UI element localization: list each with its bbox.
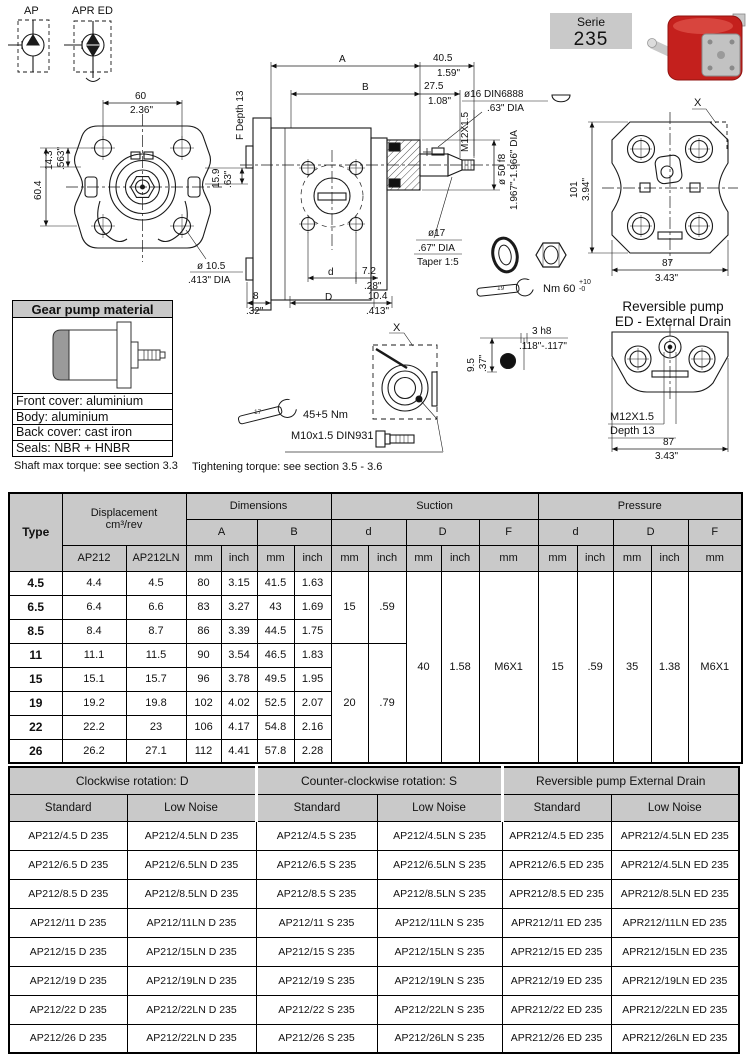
col-header-dimensions: Dimensions <box>186 493 331 519</box>
table-row <box>9 908 739 937</box>
part-number-cell: APR212/15LN ED 235 <box>611 937 739 966</box>
table-row <box>9 995 739 1024</box>
back-view-caption: Reversible pump <box>622 299 724 314</box>
dim-cell: 2.07 <box>294 691 331 715</box>
group-header-reversible: Reversible pump External Drain <box>502 767 739 794</box>
tightening-note: Tightening torque: see section 3.5 - 3.6 <box>192 461 383 473</box>
dim-label: 40.5 <box>433 53 453 64</box>
dim-label: M12X1.5 <box>460 111 471 152</box>
dim-cell: 86 <box>186 619 221 643</box>
dim-label: B <box>362 82 369 93</box>
dim-cell: 1.63 <box>294 571 331 595</box>
part-number-cell: AP212/15LN S 235 <box>377 937 502 966</box>
unit-header: mm <box>688 545 742 571</box>
col-header-d: d <box>538 519 613 545</box>
dim-cell: .59 <box>577 571 613 763</box>
dim-label: .37" <box>478 354 489 372</box>
table-row <box>9 850 739 879</box>
dim-cell: 2.28 <box>294 739 331 763</box>
part-number-cell: AP212/26LN S 235 <box>377 1024 502 1053</box>
dim-cell: 46.5 <box>257 643 294 667</box>
dim-label: 3.43" <box>655 273 679 284</box>
tol-plus: +10 <box>579 279 591 286</box>
part-number-cell: AP212/19 D 235 <box>9 966 127 995</box>
type-cell: 11 <box>9 643 62 667</box>
col-header-f: F <box>479 519 538 545</box>
table-header-row <box>9 767 739 794</box>
material-row: Back cover: cast iron <box>13 425 172 441</box>
pump-side-icon <box>13 318 172 394</box>
sub-header-standard: Standard <box>256 794 377 821</box>
dim-cell: 4.41 <box>221 739 257 763</box>
part-number-cell: AP212/4.5LN D 235 <box>127 821 256 850</box>
dim-label: Depth 13 <box>610 425 655 437</box>
type-cell: 26 <box>9 739 62 763</box>
col-header-D: D <box>613 519 688 545</box>
back-view-drawing <box>588 109 738 276</box>
dim-label: .413" <box>366 306 390 317</box>
dim-cell: 1.69 <box>294 595 331 619</box>
red-pump-image <box>648 14 746 80</box>
dim-label: 3 h8 <box>532 326 552 337</box>
part-number-cell: AP212/15 D 235 <box>9 937 127 966</box>
dim-label: .63" <box>223 170 234 188</box>
table-header-row <box>9 794 739 821</box>
part-number-cell: AP212/22LN S 235 <box>377 995 502 1024</box>
dim-cell: 1.95 <box>294 667 331 691</box>
dim-label: 15.9 <box>211 168 222 188</box>
dim-label: ø 50 f8 <box>497 153 508 185</box>
dim-label: ø17 <box>428 228 446 239</box>
part-number-cell: AP212/8.5 D 235 <box>9 879 127 908</box>
dim-cell: 43 <box>257 595 294 619</box>
dim-cell: 4.4 <box>62 571 126 595</box>
type-cell: 4.5 <box>9 571 62 595</box>
part-number-cell: APR212/6.5 ED 235 <box>502 850 611 879</box>
symbol-ap-label: AP <box>24 5 39 17</box>
dim-cell: 57.8 <box>257 739 294 763</box>
dim-label: 3.43" <box>655 451 679 462</box>
table-header-row <box>9 493 742 519</box>
dim-cell: 3.78 <box>221 667 257 691</box>
dim-label: 1.08" <box>428 96 452 107</box>
dim-cell: 83 <box>186 595 221 619</box>
dim-cell: 19.2 <box>62 691 126 715</box>
dim-cell: 90 <box>186 643 221 667</box>
part-number-cell: APR212/4.5LN ED 235 <box>611 850 739 879</box>
part-number-cell: AP212/22LN D 235 <box>127 1024 256 1053</box>
dim-label: .63" DIA <box>487 103 524 114</box>
part-number-cell: AP212/4.5 S 235 <box>256 821 377 850</box>
x-detail-label: X <box>393 322 401 334</box>
hydraulic-symbols <box>8 20 111 82</box>
dim-cell: 4.5 <box>126 571 186 595</box>
dimensions-table <box>8 492 743 764</box>
material-row: Seals: NBR + HNBR <box>16 440 131 455</box>
type-cell: 19 <box>9 691 62 715</box>
group-header-clockwise: Clockwise rotation: D <box>9 767 256 794</box>
dim-label: 87 <box>663 437 675 448</box>
part-number-cell: AP212/19 S 235 <box>256 966 377 995</box>
col-header-type: Type <box>9 493 62 571</box>
dim-cell: 41.5 <box>257 571 294 595</box>
dim-label: A <box>339 54 346 65</box>
dim-cell: 11.1 <box>62 643 126 667</box>
part-number-cell: APR212/19LN ED 235 <box>611 966 739 995</box>
dim-cell: 4.02 <box>221 691 257 715</box>
material-row: Body: aluminium <box>13 410 172 426</box>
dim-label: 3.94" <box>581 177 592 201</box>
dim-cell: 20 <box>331 643 368 763</box>
dim-cell: 52.5 <box>257 691 294 715</box>
part-number-cell: AP212/6.5 S 235 <box>256 850 377 879</box>
wrench-size-label: 17 <box>254 409 262 416</box>
torque-label: 45+5 Nm <box>303 409 348 421</box>
dim-label: 87 <box>662 258 674 269</box>
type-cell: 8.5 <box>9 619 62 643</box>
dim-cell: 27.1 <box>126 739 186 763</box>
dim-label: Taper 1:5 <box>417 257 459 268</box>
dim-cell: 15 <box>331 571 368 643</box>
serie-number: 235 <box>573 29 609 50</box>
dim-label: .32" <box>246 306 264 317</box>
dim-label: d <box>328 267 334 278</box>
technical-drawings <box>0 0 751 492</box>
wrench-19-icon <box>476 277 539 300</box>
col-header-b: B <box>257 519 331 545</box>
dim-cell: M6X1 <box>688 571 742 763</box>
dim-label: 1.59" <box>437 68 461 79</box>
dim-label: .563" <box>56 146 67 170</box>
dim-cell: 4.17 <box>221 715 257 739</box>
dim-cell: 1.75 <box>294 619 331 643</box>
displacement-line1: Displacement <box>90 507 158 520</box>
dim-cell: 3.39 <box>221 619 257 643</box>
dim-cell: 11.5 <box>126 643 186 667</box>
shaft-torque-note: Shaft max torque: see section 3.3 <box>14 460 178 472</box>
unit-header: mm <box>613 545 651 571</box>
part-number-cell: AP212/22 D 235 <box>9 995 127 1024</box>
wrench-size-label: 19 <box>497 285 505 292</box>
unit-header: mm <box>406 545 441 571</box>
dim-label: 10.4 <box>368 291 388 302</box>
sub-header-low-noise: Low Noise <box>377 794 502 821</box>
dim-cell: 23 <box>126 715 186 739</box>
sub-header-low-noise: Low Noise <box>611 794 739 821</box>
part-number-cell: AP212/6.5LN D 235 <box>127 850 256 879</box>
part-number-cell: AP212/11 S 235 <box>256 908 377 937</box>
x-callout-label: X <box>694 97 702 109</box>
col-header-suction: Suction <box>331 493 538 519</box>
dim-label: ø 10.5 <box>197 261 226 272</box>
dim-label: 9.5 <box>466 358 477 372</box>
unit-header: mm <box>538 545 577 571</box>
type-cell: 22 <box>9 715 62 739</box>
table-row <box>9 821 739 850</box>
part-number-cell: APR212/19 ED 235 <box>502 966 611 995</box>
type-cell: 6.5 <box>9 595 62 619</box>
dim-label: F Depth 13 <box>235 90 246 140</box>
part-number-cell: APR212/8.5 ED 235 <box>502 879 611 908</box>
dim-cell: 8.7 <box>126 619 186 643</box>
dim-label: 60.4 <box>33 180 44 200</box>
dim-cell: 80 <box>186 571 221 595</box>
part-number-cell: AP212/4.5 D 235 <box>9 821 127 850</box>
serie-label: Serie <box>576 15 605 29</box>
dim-label: .118"-.117" <box>519 341 567 352</box>
dim-cell: 26.2 <box>62 739 126 763</box>
dim-label: D <box>325 292 333 303</box>
torque-label: Nm 60 <box>543 283 576 295</box>
dim-cell: 1.58 <box>441 571 479 763</box>
back-view-caption: ED - External Drain <box>614 314 732 329</box>
dim-label: .413" DIA <box>188 275 231 286</box>
unit-header: mm <box>186 545 221 571</box>
dim-label: 2.36" <box>130 105 154 116</box>
col-header-pressure: Pressure <box>538 493 742 519</box>
tol-minus: -0 <box>579 286 586 293</box>
part-number-cell: APR212/15 ED 235 <box>502 937 611 966</box>
sub-header-standard: Standard <box>502 794 611 821</box>
wrench-17-icon <box>237 396 304 429</box>
col-header-f: F <box>688 519 742 545</box>
dim-cell: 6.4 <box>62 595 126 619</box>
col-header-d: d <box>331 519 406 545</box>
dim-label: 1.967"-1.966" DIA <box>509 130 520 210</box>
part-number-cell: AP212/6.5 D 235 <box>9 850 127 879</box>
displacement-line2: cm³/rev <box>105 519 143 532</box>
table-row <box>9 937 739 966</box>
part-number-cell: AP212/8.5LN S 235 <box>377 879 502 908</box>
col-header-D: D <box>406 519 479 545</box>
table-row <box>9 879 739 908</box>
unit-header: mm <box>331 545 368 571</box>
dim-cell: 112 <box>186 739 221 763</box>
dim-cell: 15.1 <box>62 667 126 691</box>
part-number-cell: AP212/26 D 235 <box>9 1024 127 1053</box>
dim-cell: 2.16 <box>294 715 331 739</box>
material-box-title: Gear pump material <box>13 301 172 318</box>
dim-cell: 102 <box>186 691 221 715</box>
dim-cell: 96 <box>186 667 221 691</box>
part-number-cell: APR212/26LN ED 235 <box>611 1024 739 1053</box>
part-number-cell: AP212/15 S 235 <box>256 937 377 966</box>
unit-header: mm <box>257 545 294 571</box>
col-header-ap212ln: AP212LN <box>126 545 186 571</box>
part-number-cell: APR212/22 ED 235 <box>502 995 611 1024</box>
dim-cell: 3.27 <box>221 595 257 619</box>
dim-cell: 40 <box>406 571 441 763</box>
group-header-counter-clockwise: Counter-clockwise rotation: S <box>256 767 502 794</box>
part-number-cell: AP212/19LN D 235 <box>127 966 256 995</box>
part-number-cell: APR212/4.5LN ED 235 <box>611 821 739 850</box>
dim-label: 60 <box>135 91 147 102</box>
part-number-cell: AP212/6.5LN S 235 <box>377 850 502 879</box>
col-header-displacement <box>62 493 186 545</box>
dim-cell: 22.2 <box>62 715 126 739</box>
unit-header: mm <box>479 545 538 571</box>
col-header-a: A <box>186 519 257 545</box>
dim-cell: 1.38 <box>651 571 688 763</box>
unit-header: inch <box>294 545 331 571</box>
part-number-cell: APR212/4.5 ED 235 <box>502 821 611 850</box>
part-number-cell: APR212/26 ED 235 <box>502 1024 611 1053</box>
dim-cell: .59 <box>368 571 406 643</box>
unit-header: inch <box>368 545 406 571</box>
part-number-cell: AP212/15LN D 235 <box>127 937 256 966</box>
dim-label: M12X1.5 <box>610 411 655 423</box>
dim-label: .67" DIA <box>418 243 455 254</box>
unit-header: inch <box>577 545 613 571</box>
bolt-icon <box>376 431 414 447</box>
dim-cell: 3.15 <box>221 571 257 595</box>
dim-label: ø16 DIN6888 <box>464 89 524 100</box>
ordering-codes-table <box>8 766 740 1054</box>
dim-cell: 15.7 <box>126 667 186 691</box>
dim-cell: 6.6 <box>126 595 186 619</box>
dim-cell: 44.5 <box>257 619 294 643</box>
dim-cell: 106 <box>186 715 221 739</box>
part-number-cell: AP212/11LN D 235 <box>127 908 256 937</box>
dim-cell: 54.8 <box>257 715 294 739</box>
table-row <box>9 966 739 995</box>
col-header-ap212: AP212 <box>62 545 126 571</box>
part-number-cell: APR212/8.5LN ED 235 <box>611 879 739 908</box>
dim-cell: 15 <box>538 571 577 763</box>
material-row: Front cover: aluminium <box>13 394 172 410</box>
dim-cell: 19.8 <box>126 691 186 715</box>
part-number-cell: AP212/8.5 S 235 <box>256 879 377 908</box>
table-row <box>9 1024 739 1053</box>
part-number-cell: AP212/8.5LN D 235 <box>127 879 256 908</box>
part-number-cell: AP212/22LN D 235 <box>127 995 256 1024</box>
unit-header: inch <box>651 545 688 571</box>
serie-badge <box>550 13 632 49</box>
torque-tolerance <box>579 279 591 293</box>
part-number-cell: APR212/22LN ED 235 <box>611 995 739 1024</box>
dim-cell: 8.4 <box>62 619 126 643</box>
material-box <box>12 300 173 457</box>
dim-cell: 3.54 <box>221 643 257 667</box>
dim-cell: 1.83 <box>294 643 331 667</box>
symbol-apred-label: APR ED <box>72 5 113 17</box>
dim-cell: M6X1 <box>479 571 538 763</box>
part-number-cell: AP212/19LN S 235 <box>377 966 502 995</box>
sub-header-standard: Standard <box>9 794 127 821</box>
dim-label: 101 <box>569 181 580 198</box>
dim-label: 7.2 <box>362 266 376 277</box>
part-number-cell: APR212/11 ED 235 <box>502 908 611 937</box>
dim-label: 8 <box>253 291 259 302</box>
part-number-cell: AP212/11LN S 235 <box>377 908 502 937</box>
part-number-cell: APR212/11LN ED 235 <box>611 908 739 937</box>
part-number-cell: AP212/11 D 235 <box>9 908 127 937</box>
table-header-row <box>9 545 742 571</box>
part-number-cell: AP212/26 S 235 <box>256 1024 377 1053</box>
dim-cell: .79 <box>368 643 406 763</box>
dim-cell: 49.5 <box>257 667 294 691</box>
unit-header: inch <box>221 545 257 571</box>
dim-label: 27.5 <box>424 81 444 92</box>
part-number-cell: AP212/4.5LN S 235 <box>377 821 502 850</box>
unit-header: inch <box>441 545 479 571</box>
table-row <box>9 571 742 595</box>
dim-cell: 35 <box>613 571 651 763</box>
type-cell: 15 <box>9 667 62 691</box>
bolt-spec-label: M10x1.5 DIN931 <box>291 430 374 442</box>
dim-label: .28" <box>364 281 382 292</box>
sub-header-low-noise: Low Noise <box>127 794 256 821</box>
part-number-cell: AP212/22 S 235 <box>256 995 377 1024</box>
dim-label: 14.3 <box>44 150 55 170</box>
